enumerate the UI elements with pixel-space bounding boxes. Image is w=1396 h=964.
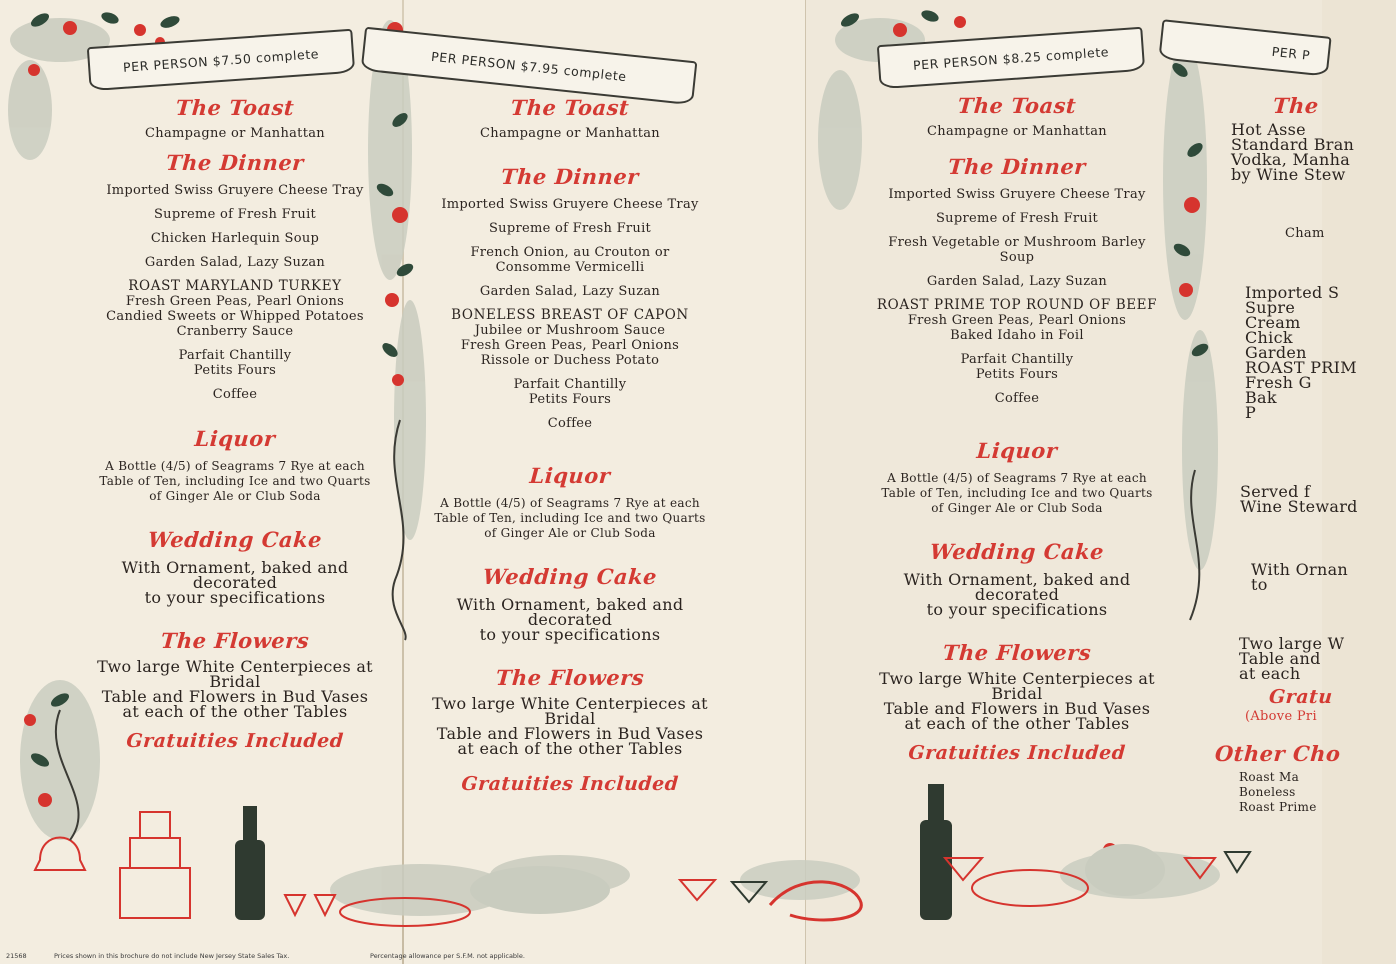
- dinner-course: [90, 387, 380, 402]
- cake-heading: Wedding Cake: [929, 539, 1105, 564]
- flowers-cut: [1215, 636, 1395, 681]
- text-line: at each: [1239, 664, 1301, 683]
- gratuities-text: Gratuities Included: [907, 742, 1127, 764]
- price-banner-3: PER PERSON $8.25 complete: [877, 27, 1145, 89]
- flowers-text: [90, 659, 380, 719]
- text-line: to your specifications: [144, 588, 326, 607]
- heading-cut: The: [1272, 93, 1320, 118]
- dinner-item: Petits Fours: [975, 367, 1059, 382]
- dinner-course: [425, 377, 715, 407]
- dinner-course: [872, 352, 1162, 382]
- dinner-course: [872, 235, 1162, 265]
- footer-tax-note: Prices shown in this brochure do not include New Jersey State Sales Tax.: [54, 952, 290, 960]
- dinner-list: [90, 183, 380, 402]
- liquor-text: [425, 496, 715, 541]
- flowers-heading: The Flowers: [160, 628, 311, 653]
- dinner-item: Fresh Green Peas, Pearl Onions: [907, 313, 1127, 328]
- dinner-item: Garden Salad, Lazy Suzan: [479, 284, 661, 299]
- dinner-item: Garden Salad, Lazy Suzan: [926, 274, 1108, 289]
- dinner-item: Coffee: [994, 391, 1040, 406]
- text-line: of Ginger Ale or Club Soda: [484, 526, 656, 540]
- text-line: Roast Prime: [1239, 800, 1317, 814]
- dinner-item: Fresh Green Peas, Pearl Onions: [125, 294, 345, 309]
- text-line: Two large W: [1239, 634, 1345, 653]
- text-line: Table and Flowers in Bud Vases: [436, 724, 704, 743]
- gratuities-cut: Gratu: [1268, 686, 1334, 708]
- price-banner-1: PER PERSON $7.50 complete: [87, 29, 355, 91]
- text-line: of Ginger Ale or Club Soda: [149, 489, 321, 503]
- text-line: Standard Bran: [1231, 135, 1355, 154]
- dinner-item: Fresh Vegetable or Mushroom Barley Soup: [888, 235, 1146, 265]
- cake-cut: [1215, 562, 1395, 592]
- text-line: Table and Flowers in Bud Vases: [101, 687, 369, 706]
- dinner-course: [425, 197, 715, 212]
- dinner-item: Supreme of Fresh Fruit: [935, 211, 1099, 226]
- dinner-item: Supreme of Fresh Fruit: [153, 207, 317, 222]
- cake-heading: Wedding Cake: [147, 527, 323, 552]
- text-line: With Ornament, baked and decorated: [121, 558, 349, 592]
- liquor-heading: Liquor: [528, 463, 612, 488]
- dinner-item: Baked Idaho in Foil: [950, 328, 1084, 343]
- dinner-item: Parfait Chantilly: [178, 348, 292, 363]
- dinner-list: [425, 197, 715, 431]
- dinner-course: [90, 207, 380, 222]
- dinner-course: [872, 298, 1162, 343]
- menu-column-4: [1215, 94, 1395, 815]
- dinner-item: Petits Fours: [193, 363, 277, 378]
- text-line: Imported S: [1245, 283, 1340, 302]
- text-line: to your specifications: [926, 600, 1108, 619]
- dinner-heading: The Dinner: [947, 154, 1087, 179]
- dinner-item: Rissole or Duchess Potato: [480, 353, 660, 368]
- dinner-item: Fresh Green Peas, Pearl Onions: [460, 338, 680, 353]
- text-line: With Ornament, baked and decorated: [903, 570, 1131, 604]
- text-line: to your specifications: [479, 625, 661, 644]
- text-line: Table of Ten, including Ice and two Quarts: [434, 511, 706, 525]
- dinner-course: [872, 391, 1162, 406]
- dinner-course: [425, 284, 715, 299]
- dinner-item: Coffee: [212, 387, 258, 402]
- dinner-item: Cranberry Sauce: [176, 324, 294, 339]
- text-line: Hot Asse: [1231, 120, 1306, 139]
- menu-column-2: [425, 96, 715, 796]
- text-line: at each of the other Tables: [457, 739, 683, 758]
- text-line: to: [1251, 575, 1268, 594]
- served-cut: [1215, 484, 1395, 514]
- dinner-item: Parfait Chantilly: [513, 377, 627, 392]
- above-cut: (Above Pri: [1245, 709, 1317, 724]
- text-line: Two large White Centerpieces at Bridal: [97, 657, 373, 691]
- liquor-text: [872, 471, 1162, 516]
- dinner-item: Imported Swiss Gruyere Cheese Tray: [106, 183, 364, 198]
- text-line: Cream: [1245, 313, 1301, 332]
- text-line: ROAST PRIM: [1245, 358, 1357, 377]
- text-line: With Ornament, baked and decorated: [456, 595, 684, 629]
- text-line: Fresh G: [1245, 373, 1312, 392]
- text-line: Boneless: [1239, 785, 1296, 799]
- text-line: Two large White Centerpieces at Bridal: [432, 694, 708, 728]
- dinner-item: Imported Swiss Gruyere Cheese Tray: [888, 187, 1146, 202]
- text-line: A Bottle (4/5) of Seagrams 7 Rye at each: [887, 471, 1147, 485]
- toast-heading: The Toast: [509, 95, 631, 120]
- text-line: at each of the other Tables: [122, 702, 348, 721]
- gratuities-text: Gratuities Included: [125, 730, 345, 752]
- menu-column-4-clip: [1214, 0, 1358, 964]
- dinner-cut: [1215, 285, 1395, 420]
- flowers-text: [425, 696, 715, 756]
- flowers-heading: The Flowers: [942, 640, 1093, 665]
- text-line: Roast Ma: [1239, 770, 1300, 784]
- text-line: Table of Ten, including Ice and two Quarts: [881, 486, 1153, 500]
- dinner-item: Petits Fours: [528, 392, 612, 407]
- text-line: Table and: [1239, 649, 1321, 668]
- liquor-heading: Liquor: [193, 426, 277, 451]
- dinner-heading: The Dinner: [165, 150, 305, 175]
- dinner-item: Jubilee or Mushroom Sauce: [474, 323, 666, 338]
- menu-column-1: [90, 96, 380, 753]
- price-banner-2: PER PERSON $7.95 complete: [361, 27, 698, 106]
- text-line: of Ginger Ale or Club Soda: [931, 501, 1103, 515]
- dinner-item: Consomme Vermicelli: [495, 260, 645, 275]
- text-line: by Wine Stew: [1231, 165, 1346, 184]
- dinner-item: Garden Salad, Lazy Suzan: [144, 255, 326, 270]
- dinner-item: Chicken Harlequin Soup: [150, 231, 320, 246]
- dinner-course: [90, 231, 380, 246]
- text-line: Served f: [1240, 482, 1311, 501]
- other-choices-cut: Other Cho: [1214, 741, 1342, 766]
- dinner-course: [90, 255, 380, 270]
- toast-text: Champagne or Manhattan: [927, 124, 1107, 139]
- cake-text: [872, 572, 1162, 617]
- dinner-course: [90, 348, 380, 378]
- text-line: Wine Steward: [1240, 497, 1358, 516]
- dinner-course: [872, 211, 1162, 226]
- text-line: A Bottle (4/5) of Seagrams 7 Rye at each: [105, 459, 365, 473]
- text-line: Vodka, Manha: [1231, 150, 1351, 169]
- dinner-heading: The Dinner: [500, 164, 640, 189]
- dinner-item: Imported Swiss Gruyere Cheese Tray: [441, 197, 699, 212]
- text-line: Supre: [1245, 298, 1296, 317]
- dinner-item: Parfait Chantilly: [960, 352, 1074, 367]
- toast-cut: Cham: [1285, 226, 1325, 241]
- liquor-heading: Liquor: [975, 438, 1059, 463]
- dinner-course: [425, 221, 715, 236]
- dinner-course: [425, 416, 715, 431]
- toast-heading: The Toast: [174, 95, 296, 120]
- dinner-course: [425, 308, 715, 368]
- text-line: Table of Ten, including Ice and two Quarts: [99, 474, 371, 488]
- dinner-course: [872, 274, 1162, 289]
- text-line: Bak: [1245, 388, 1277, 407]
- toast-text: Champagne or Manhattan: [145, 126, 325, 141]
- other-items-cut: [1215, 770, 1395, 815]
- dinner-list: [872, 187, 1162, 406]
- text-line: Garden: [1245, 343, 1307, 362]
- text-line: at each of the other Tables: [904, 714, 1130, 733]
- flowers-text: [872, 671, 1162, 731]
- dinner-item: Coffee: [547, 416, 593, 431]
- dinner-course: [425, 245, 715, 275]
- toast-heading: The Toast: [956, 93, 1078, 118]
- text-line: A Bottle (4/5) of Seagrams 7 Rye at each: [440, 496, 700, 510]
- toast-text: Champagne or Manhattan: [480, 126, 660, 141]
- dinner-item: ROAST MARYLAND TURKEY: [128, 278, 342, 294]
- dinner-item: ROAST PRIME TOP ROUND OF BEEF: [876, 297, 1158, 313]
- text-line: P: [1245, 403, 1257, 422]
- dinner-course: [90, 183, 380, 198]
- cake-heading: Wedding Cake: [482, 564, 658, 589]
- text-line: Chick: [1245, 328, 1293, 347]
- cake-text: [90, 560, 380, 605]
- menu-column-3: [872, 94, 1162, 765]
- dinner-item: Candied Sweets or Whipped Potatoes: [106, 309, 364, 324]
- cake-text: [425, 597, 715, 642]
- footer-allowance-note: Percentage allowance per S.F.M. not applicable.: [370, 952, 525, 960]
- intro-lines: [1215, 122, 1395, 182]
- text-line: Two large White Centerpieces at Bridal: [879, 669, 1155, 703]
- footer-code: 21568: [6, 952, 27, 960]
- dinner-item: Supreme of Fresh Fruit: [488, 221, 652, 236]
- text-line: With Ornan: [1251, 560, 1349, 579]
- dinner-item: BONELESS BREAST OF CAPON: [451, 307, 689, 323]
- dinner-course: [872, 187, 1162, 202]
- dinner-item: French Onion, au Crouton or: [470, 245, 670, 260]
- price-banner-4: PER P: [1158, 19, 1331, 77]
- flowers-heading: The Flowers: [495, 665, 646, 690]
- liquor-text: [90, 459, 380, 504]
- text-line: Table and Flowers in Bud Vases: [883, 699, 1151, 718]
- dinner-course: [90, 279, 380, 339]
- gratuities-text: Gratuities Included: [460, 773, 680, 795]
